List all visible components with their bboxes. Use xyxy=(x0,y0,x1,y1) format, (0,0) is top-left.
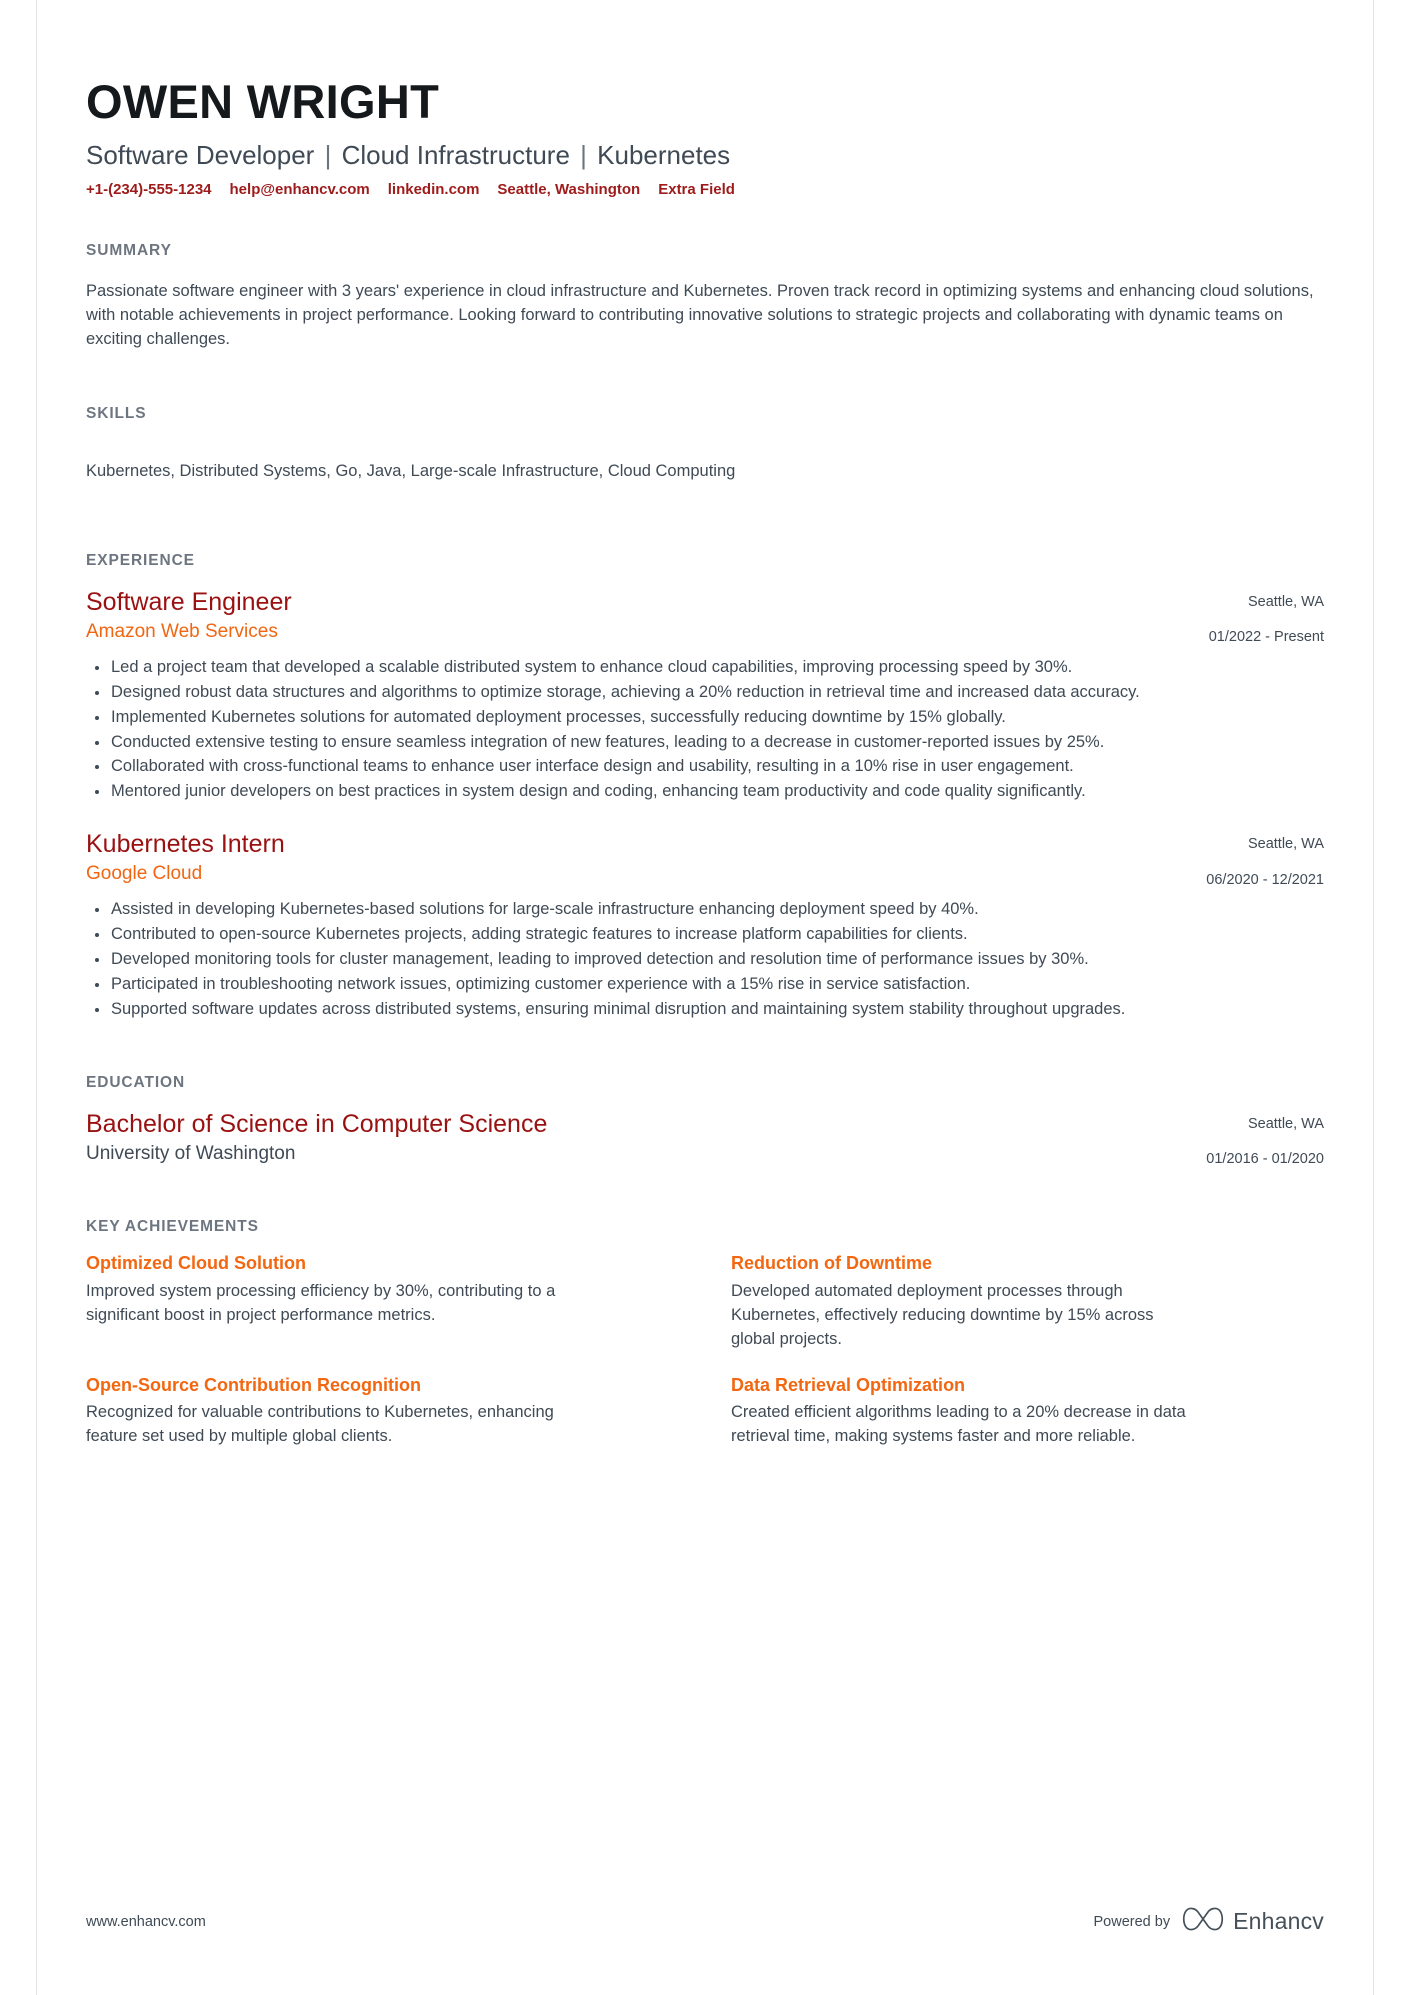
experience-location: Seattle, WA xyxy=(1247,594,1324,610)
experience-entry xyxy=(86,588,1324,804)
skills-heading: SKILLS xyxy=(86,405,147,423)
headline-part-2: Cloud Infrastructure xyxy=(341,140,570,170)
headline-separator-1: | xyxy=(324,140,332,170)
footer-website-url[interactable]: www.enhancv.com xyxy=(86,1913,206,1930)
experience-dates: 06/2020 - 12/2021 xyxy=(1206,871,1324,888)
education-school: University of Washington xyxy=(86,1143,296,1165)
resume-content xyxy=(86,0,1324,1449)
education-section xyxy=(86,1074,1324,1169)
right-margin-rule xyxy=(1373,0,1374,1995)
enhancv-wordmark: Enhancv xyxy=(1233,1908,1324,1934)
powered-by-label: Powered by xyxy=(1093,1913,1171,1930)
achievement-card xyxy=(731,1252,1324,1351)
summary-text: Passionate software engineer with 3 years' experience in cloud infrastructure and Kubernetes. Proven track record in optimizing systems and enhancing cloud solutions, with notable achievements in project performance. Looking forward to contributing innovative solutions to strategic projects and collaborating with dynamic teams on exciting challenges. xyxy=(86,281,1314,348)
achievement-title: Reduction of Downtime xyxy=(731,1253,932,1274)
achievement-card xyxy=(86,1252,679,1351)
achievement-text: Created efficient algorithms leading to a 20% decrease in data retrieval time, making systems faster and more reliable. xyxy=(731,1403,1186,1446)
contact-email[interactable]: help@enhancv.com xyxy=(229,180,370,198)
key-achievements-heading: KEY ACHIEVEMENTS xyxy=(86,1218,259,1236)
list-item: Assisted in developing Kubernetes-based solutions for large-scale infrastructure enhancing deployment speed by 40%. xyxy=(109,898,1324,922)
experience-section xyxy=(86,552,1324,1022)
achievement-card xyxy=(86,1374,679,1449)
achievement-text: Developed automated deployment processes through Kubernetes, effectively reducing downtime by 15% across global projects. xyxy=(731,1281,1154,1348)
key-achievements-grid xyxy=(86,1252,1324,1449)
list-item: Led a project team that developed a scalable distributed system to enhance cloud capabilities, improving processing speed by 30%. xyxy=(109,656,1324,680)
achievement-title: Data Retrieval Optimization xyxy=(731,1374,966,1395)
experience-dates: 01/2022 - Present xyxy=(1208,629,1324,646)
experience-role: Kubernetes Intern xyxy=(86,830,285,859)
resume-header xyxy=(86,75,1324,198)
footer-branding xyxy=(1094,1906,1325,1937)
list-item: Participated in troubleshooting network issues, optimizing customer experience with a 15% rise in service satisfaction. xyxy=(109,973,1324,997)
candidate-headline xyxy=(86,139,1324,172)
achievement-card xyxy=(731,1374,1324,1449)
list-item: Conducted extensive testing to ensure seamless integration of new features, leading to a decrease in customer-reported issues by 25%. xyxy=(109,731,1324,755)
skills-list: Kubernetes, Distributed Systems, Go, Java, Large-scale Infrastructure, Cloud Computing xyxy=(86,462,736,481)
list-item: Supported software updates across distributed systems, ensuring minimal disruption and maintaining system stability throughout upgrades. xyxy=(109,998,1324,1022)
headline-part-3: Kubernetes xyxy=(597,140,731,170)
experience-bullets xyxy=(86,656,1324,805)
list-item: Developed monitoring tools for cluster management, leading to improved detection and resolution time of performance issues by 30%. xyxy=(109,948,1324,972)
contact-list xyxy=(86,181,1324,198)
achievement-text: Improved system processing efficiency by 30%, contributing to a significant boost in project performance metrics. xyxy=(86,1281,556,1324)
summary-section xyxy=(86,242,1324,352)
headline-part-1: Software Developer xyxy=(86,140,315,170)
skills-section xyxy=(86,405,1324,484)
achievement-title: Open-Source Contribution Recognition xyxy=(86,1374,421,1395)
contact-linkedin[interactable]: linkedin.com xyxy=(387,180,480,198)
candidate-name: OWEN WRIGHT xyxy=(86,75,440,128)
education-entry xyxy=(86,1110,1324,1169)
list-item: Implemented Kubernetes solutions for automated deployment processes, successfully reducing downtime by 15% globally. xyxy=(109,706,1324,730)
experience-company: Amazon Web Services xyxy=(86,620,278,642)
contact-phone[interactable]: +1-(234)-555-1234 xyxy=(86,180,212,198)
left-margin-rule xyxy=(36,0,37,1995)
experience-role: Software Engineer xyxy=(86,588,292,616)
education-dates: 01/2016 - 01/2020 xyxy=(1206,1151,1324,1168)
key-achievements-section xyxy=(86,1218,1324,1449)
list-item: Collaborated with cross-functional teams to enhance user interface design and usability, resulting in a 10% rise in user engagement. xyxy=(109,755,1324,779)
education-degree: Bachelor of Science in Computer Science xyxy=(86,1109,548,1138)
summary-heading: SUMMARY xyxy=(86,241,172,259)
education-location: Seattle, WA xyxy=(1247,1115,1324,1132)
experience-heading: EXPERIENCE xyxy=(86,552,195,569)
experience-entry xyxy=(86,830,1324,1021)
experience-bullets xyxy=(86,898,1324,1022)
enhancv-brand xyxy=(1182,1906,1324,1937)
headline-separator-2: | xyxy=(580,140,587,170)
list-item: Mentored junior developers on best practices in system design and coding, enhancing team productivity and code quality significantly. xyxy=(109,780,1324,804)
achievement-title: Optimized Cloud Solution xyxy=(86,1253,306,1274)
list-item: Contributed to open-source Kubernetes projects, adding strategic features to increase platform capabilities for clients. xyxy=(109,923,1324,947)
contact-extra: Extra Field xyxy=(658,180,735,198)
education-heading: EDUCATION xyxy=(86,1073,186,1091)
experience-company: Google Cloud xyxy=(86,862,203,884)
list-item: Designed robust data structures and algorithms to optimize storage, achieving a 20% reduction in retrieval time and increased data accuracy. xyxy=(109,681,1324,705)
contact-location: Seattle, Washington xyxy=(497,180,641,198)
achievement-text: Recognized for valuable contributions to Kubernetes, enhancing feature set used by multiple global clients. xyxy=(86,1403,554,1446)
resume-footer xyxy=(86,1906,1324,1937)
experience-location: Seattle, WA xyxy=(1247,836,1324,853)
enhancv-logo-icon xyxy=(1182,1906,1224,1937)
